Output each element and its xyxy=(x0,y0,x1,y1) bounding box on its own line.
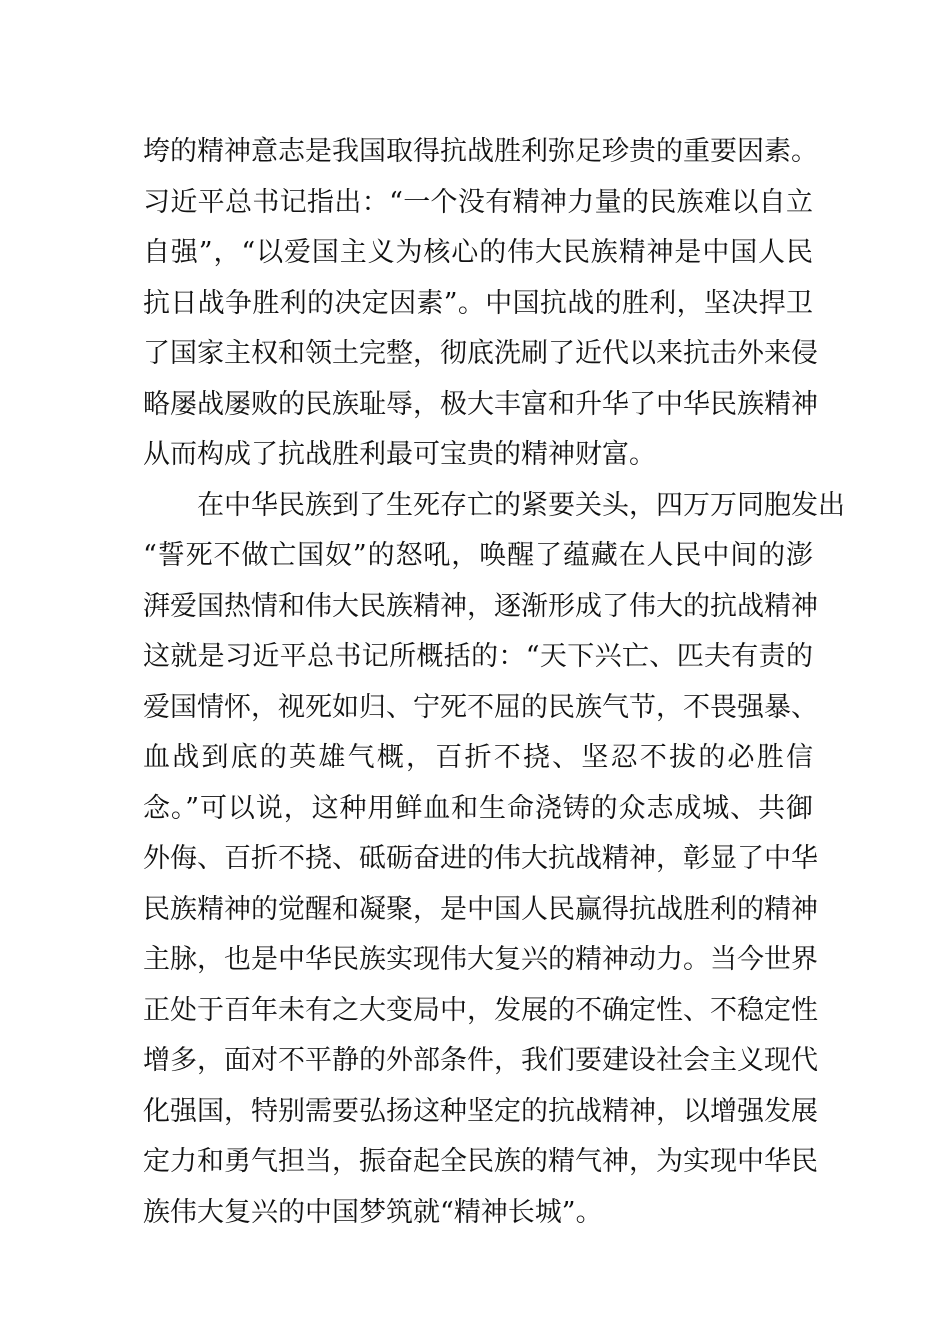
text-line: 主脉，也是中华民族实现伟大复兴的精神动力。当今世界 xyxy=(143,944,818,975)
text-line: 血战到底的英雄气概，百折不挠、坚忍不拔的必胜信 xyxy=(143,742,813,773)
text-line: 在中华民族到了生死存亡的紧要关头，四万万同胞发出 xyxy=(197,489,845,521)
text-line: 定力和勇气担当，振奋起全民族的精气神，为实现中华民 xyxy=(143,1146,818,1177)
text-line: 外侮、百折不挠、砥砺奋进的伟大抗战精神，彰显了中华 xyxy=(143,843,818,874)
text-line: 正处于百年未有之大变局中，发展的不确定性、不稳定性 xyxy=(143,994,818,1026)
text-line: 从而构成了抗战胜利最可宝贵的精神财富。 xyxy=(143,439,656,470)
text-line: 了国家主权和领土完整，彻底洗刷了近代以来抗击外来侵 xyxy=(143,338,818,369)
text-line: 自强”，“以爱国主义为核心的伟大民族精神是中国人民 xyxy=(143,237,813,268)
paragraph-2 xyxy=(143,481,845,1239)
text-line: 化强国，特别需要弘扬这种坚定的抗战精神，以增强发展 xyxy=(143,1095,818,1127)
text-line: 垮的精神意志是我国取得抗战胜利弥足珍贵的重要因素。 xyxy=(143,136,818,167)
text-line: 抗日战争胜利的决定因素”。中国抗战的胜利，坚决捍卫 xyxy=(143,287,813,319)
document-body xyxy=(143,127,845,1238)
text-line: 民族精神的觉醒和凝聚，是中国人民赢得抗战胜利的精神 xyxy=(143,893,818,925)
text-line: 这就是习近平总书记所概括的：“天下兴亡、匹夫有责的 xyxy=(143,641,813,672)
text-line: 爱国情怀，视死如归、宁死不屈的民族气节，不畏强暴、 xyxy=(143,691,818,723)
text-line: 略屡战屡败的民族耻辱，极大丰富和升华了中华民族精神 xyxy=(143,388,818,420)
text-line: 习近平总书记指出：“一个没有精神力量的民族难以自立 xyxy=(143,186,813,218)
text-line: “誓死不做亡国奴”的怒吼，唤醒了蕴藏在人民中间的澎 xyxy=(143,540,813,571)
text-line: 湃爱国热情和伟大民族精神，逐渐形成了伟大的抗战精神 xyxy=(143,590,818,622)
text-line: 族伟大复兴的中国梦筑就“精神长城”。 xyxy=(143,1196,603,1228)
paragraph-1 xyxy=(143,127,818,481)
text-line: 增多，面对不平静的外部条件，我们要建设社会主义现代 xyxy=(143,1045,818,1076)
text-line: 念。”可以说，这种用鲜血和生命浇铸的众志成城、共御 xyxy=(143,792,813,824)
